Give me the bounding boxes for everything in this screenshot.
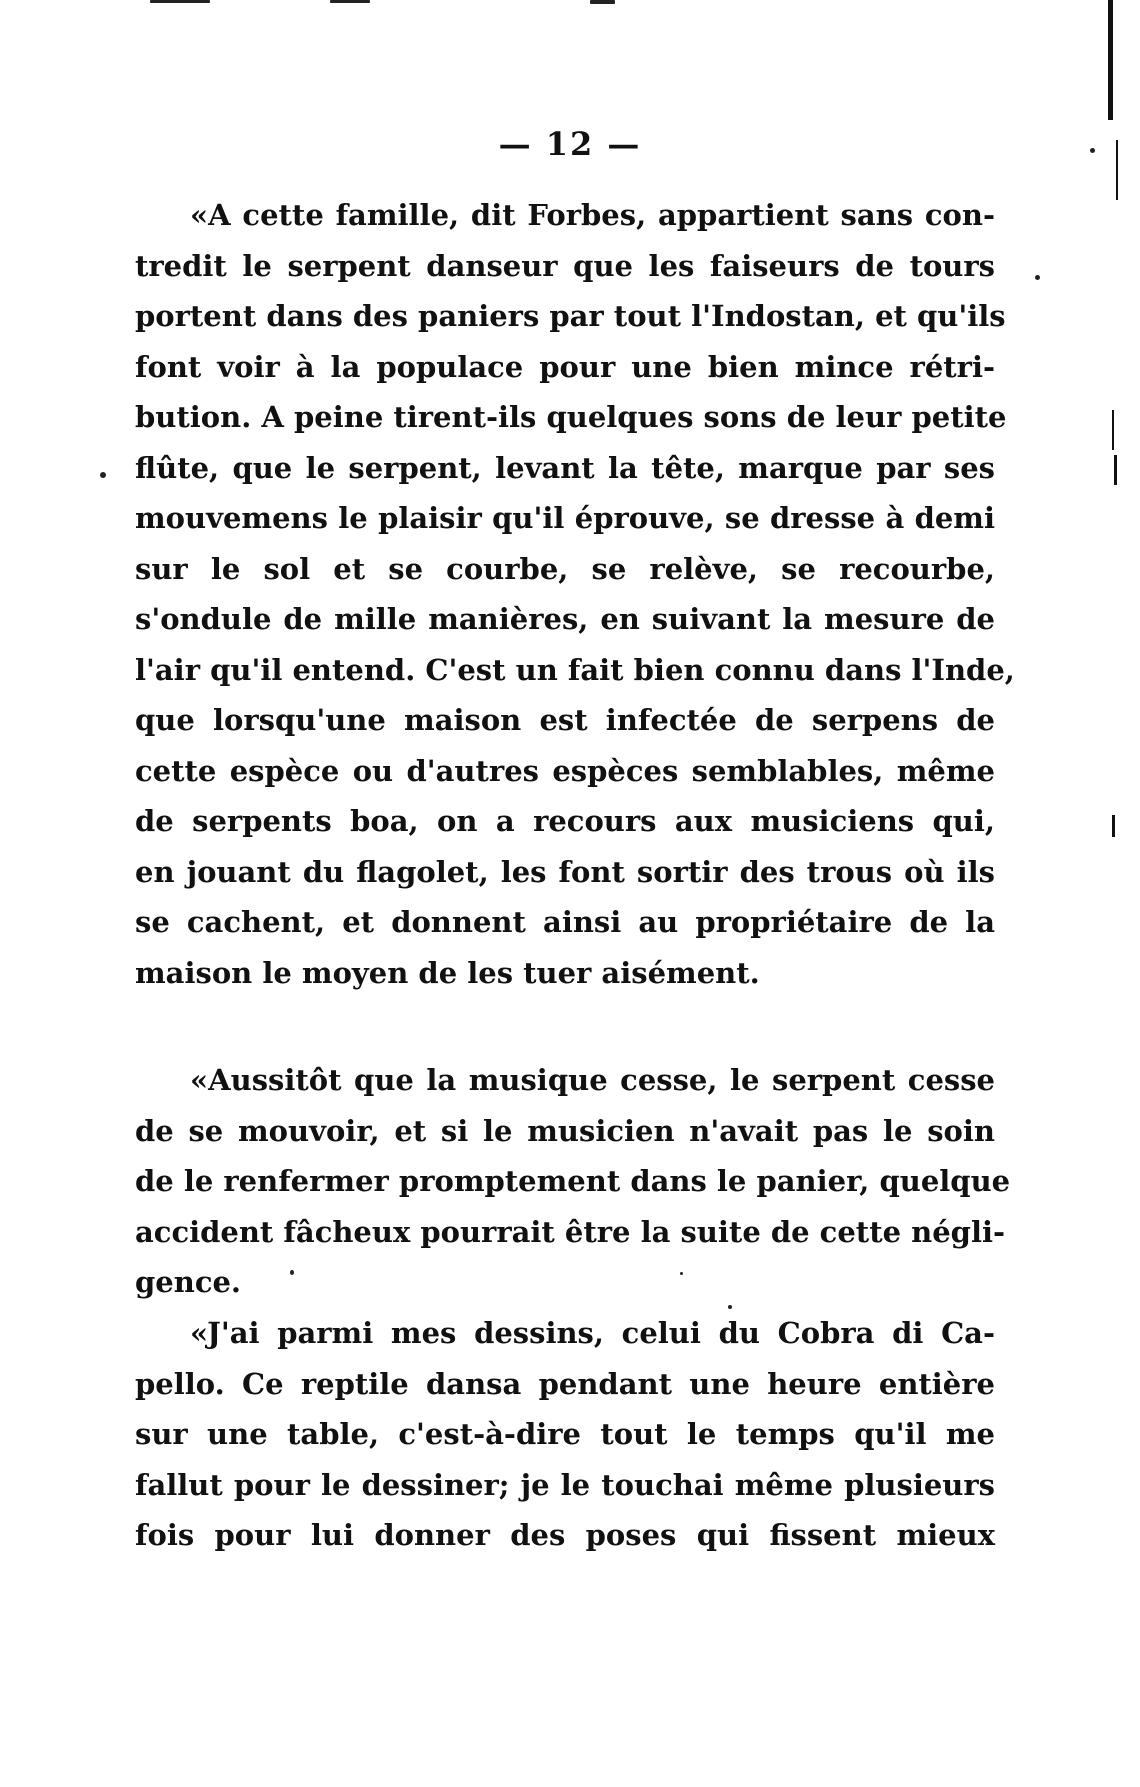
text-line: bution. A peine tirent-ils quelques sons de leur petite [135, 400, 1007, 434]
text-line: cette espèce ou d'autres espèces semblables, même [135, 753, 995, 788]
text-line: «Aussitôt que la musique cesse, le serpent cesse [190, 1063, 995, 1097]
text-line: gence. [135, 1265, 242, 1299]
text-line: de se mouvoir, et si le musicien n'avait pas le soin [135, 1113, 995, 1148]
text-line: fois pour lui donner des poses qui fissent mieux [135, 1518, 995, 1552]
text-line: tredit le serpent danseur que les faiseurs de tours [135, 248, 995, 283]
scan-edge-mark [1112, 815, 1115, 837]
text-line: s'ondule de mille manières, en suivant la mesure de [135, 602, 995, 636]
scan-speck [150, 0, 210, 3]
paragraph-music-stops [135, 1055, 1011, 1308]
text-line: «J'ai parmi mes dessins, celui du Cobra di Ca- [190, 1316, 995, 1350]
paragraph-forbes-quote [135, 190, 1015, 998]
scan-speck [330, 0, 370, 3]
scan-speck [590, 0, 615, 4]
text-line: de le renfermer promptement dans le panier, quelque [135, 1164, 1011, 1198]
text-line: maison le moyen de les tuer aisément. [135, 955, 760, 990]
text-line: en jouant du flagolet, les font sortir des trous où ils [135, 854, 995, 889]
scan-speck [1035, 275, 1040, 280]
text-line: l'air qu'il entend. C'est un fait bien connu dans l'Inde, [135, 652, 1015, 687]
scan-edge-mark [1112, 410, 1114, 450]
text-line: sur une table, c'est-à-dire tout le temps qu'il me [135, 1417, 995, 1451]
scan-edge-mark [1108, 0, 1113, 120]
text-line: que lorsqu'une maison est infectée de serpens de [135, 703, 995, 737]
text-line: se cachent, et donnent ainsi au propriétaire de la [135, 905, 995, 939]
text-line: pello. Ce reptile dansa pendant une heure entière [135, 1366, 995, 1401]
text-line: mouvemens le plaisir qu'il éprouve, se dresse à demi [135, 501, 995, 535]
text-line: portent dans des paniers par tout l'Indostan, et qu'ils [135, 299, 1006, 333]
scan-edge-mark [1114, 455, 1117, 485]
text-line: accident fâcheux pourrait être la suite de cette négli- [135, 1214, 1006, 1249]
text-line: «A cette famille, dit Forbes, appartient sans con- [190, 198, 995, 232]
paragraph-cobra-drawings [135, 1308, 995, 1561]
text-line: fallut pour le dessiner; je le touchai même plusieurs [135, 1467, 995, 1502]
text-line: de serpents boa, on a recours aux musiciens qui, [135, 804, 995, 838]
text-line: font voir à la populace pour une bien mince rétri- [135, 349, 995, 384]
text-line: flûte, que le serpent, levant la tête, marque par ses [135, 450, 995, 485]
scan-speck [100, 472, 106, 478]
page-number: — 12 — [498, 125, 642, 163]
text-line: sur le sol et se courbe, se relève, se recourbe, [135, 551, 995, 586]
